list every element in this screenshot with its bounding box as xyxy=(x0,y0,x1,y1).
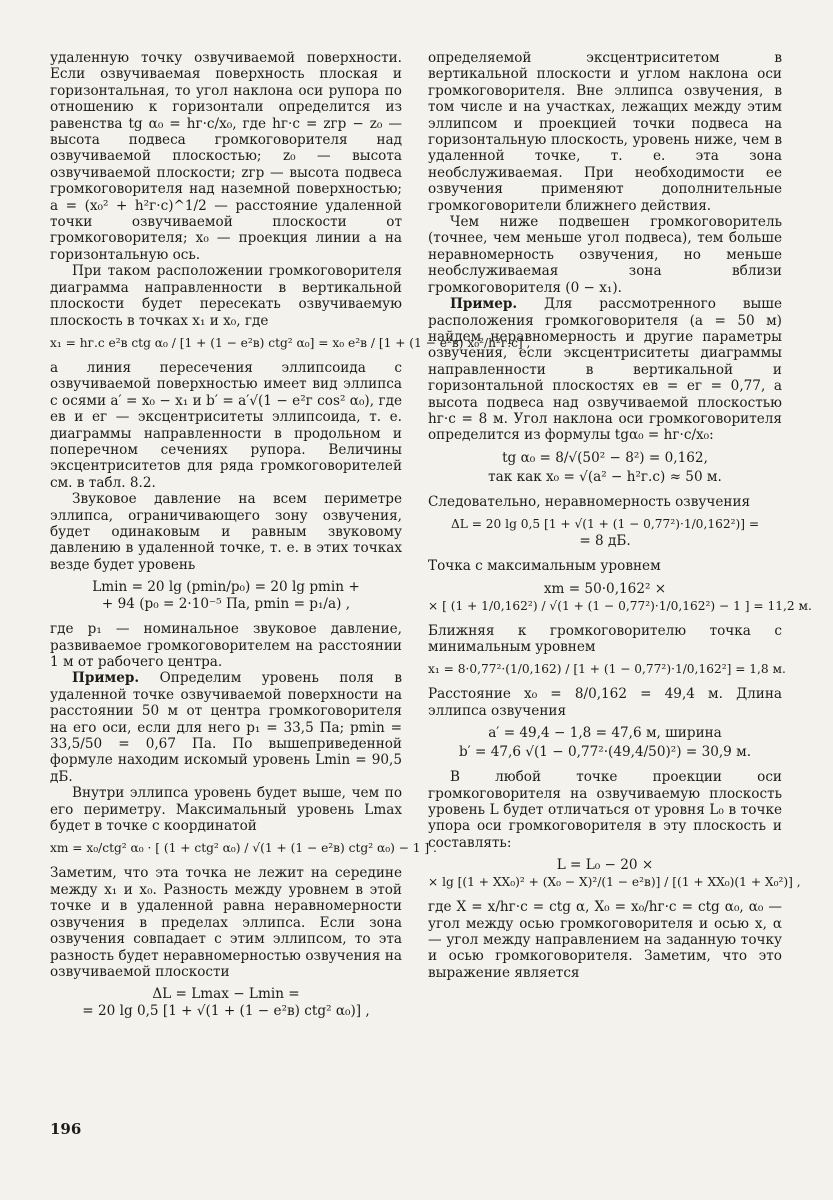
example-label: Пример. xyxy=(450,296,518,313)
formula-delta-l-line1: ΔL = Lmax − Lmin = xyxy=(152,986,300,1003)
paragraph: При таком расположении громкоговорителя диаграмма направленности в вертикальной плоскости будет пересекать озвучиваемую плоскость в точках x₁ и x₀, где xyxy=(50,263,402,329)
example-text: Определим уровень поля в удаленной точке озвучиваемой поверхности на расстоянии 50 м от центра громкоговорителя на его оси, если для него p₁ = 33,5 Па; pmin = 33,5/50 = 0,67 Па. По вышеприведенной формуле находим искомый уровень Lmin = 90,5 дБ. xyxy=(50,670,402,785)
paragraph: а линия пересечения эллипсоида с озвучиваемой поверхностью имеет вид эллипса с осями a′ = x₀ − x₁ и b′ = a′√(1 − e²г cos² α₀), где eв и eг — эксцентриситеты эллипсоида, т. е. диаграммы направленности в продольном и поперечном сечениях рупора. Величины эксцентриситетов для ряда громкоговорителей см. в табл. 8.2. xyxy=(50,359,402,491)
formula-x1: x₁ = hг.с e²в ctg α₀ / [1 + (1 − e²в) ctg² α₀] = x₀ e²в / [1 + (1 − e²в) x₀²/h²г.с] , xyxy=(50,335,531,350)
formula-delta-l-line2: = 20 lg 0,5 [1 + √(1 + (1 − e²в) ctg² α₀)] , xyxy=(82,1003,370,1020)
formula-b-prime: b′ = 47,6 √(1 − 0,77²·(49,4/50)²) = 30,9 м. xyxy=(458,744,752,761)
formula-l-line2: × lg [(1 + XX₀)² + (X₀ − X)²/(1 − e²в)] / [(1 + XX₀)(1 + X₀²)] , xyxy=(428,875,801,890)
paragraph: Звуковое давление на всем периметре эллипса, ограничивающего зону озвучения, будет одинаковым и равным звуковому давлению в удаленной точке, т. е. в этих точках везде будет уровень xyxy=(50,491,402,573)
example-label: Пример. xyxy=(72,670,140,687)
example-paragraph xyxy=(50,670,402,785)
formula-a-prime: a′ = 49,4 − 1,8 = 47,6 м, ширина xyxy=(488,725,722,742)
paragraph: Точка с максимальным уровнем xyxy=(428,558,661,575)
formula-x0: так как x₀ = √(a² − h²г.с) ≈ 50 м. xyxy=(488,468,722,485)
paragraph: где p₁ — номинальное звуковое давление, развиваемое громкоговорителем на расстоянии 1 м от рабочего центра. xyxy=(50,621,402,670)
formula-tg-alpha: tg α₀ = 8/√(50² − 8²) = 0,162, xyxy=(502,449,708,466)
left-column xyxy=(50,50,531,1028)
formula-x1-example: x₁ = 8·0,77²·(1/0,162) / [1 + (1 − 0,77²)·1/0,162²] = 1,8 м. xyxy=(428,662,786,677)
formula-lmin-line2: + 94 (p₀ = 2·10⁻⁵ Па, pmin = p₁/a) , xyxy=(101,596,351,613)
formula-delta-l-example-line2: = 8 дБ. xyxy=(579,533,631,550)
formula-l-line1: L = L₀ − 20 × xyxy=(556,857,654,874)
paragraph: определяемой эксцентриситетом в вертикальной плоскости и углом наклона оси громкоговорителя. Вне эллипса озвучения, в том числе и на участках, лежащих между этим эллипсом и проекцией точки подвеса на горизонтальную плоскость, уровень ниже, чем в удаленной точке, т. е. эта зона необслуживаемая. При необходимости ее озвучения применяют дополнительные громкоговорители ближнего действия. xyxy=(428,50,782,214)
paragraph: Внутри эллипса уровень будет выше, чем по его периметру. Максимальный уровень Lmax будет в точке с координатой xyxy=(50,785,402,835)
paragraph: где X = x/hг·с = ctg α, X₀ = x₀/hг·с = ctg α₀, α₀ — угол между осью громкоговорителя и осью x, α — угол между направлением на заданную точку и осью громкоговорителя. Заметим, что это выражение является xyxy=(428,899,782,981)
right-column xyxy=(428,50,812,981)
paragraph: В любой точке проекции оси громкоговорителя на озвучиваемую плоскость уровень L будет отличаться от уровня L₀ в точке упора оси громкоговорителя в эту плоскость и составлять: xyxy=(428,769,782,851)
formula-xm-example-line1: xm = 50·0,162² × xyxy=(543,580,667,597)
paragraph: Ближняя к громкоговорителю точка с минимальным уровнем xyxy=(428,622,782,655)
paragraph: Заметим, что эта точка не лежит на середине между x₁ и x₀. Разность между уровнем в этой точке и в удаленной равна неравномерности озвучения в пределах эллипса. Если зона озвучения совпадает с этим эллипсом, то эта разность будет неравномерностью озвучения на озвучиваемой плоскости xyxy=(50,865,402,980)
paragraph: Расстояние x₀ = 8/0,162 = 49,4 м. Длина эллипса озвучения xyxy=(428,686,782,719)
formula-xm: xm = x₀/ctg² α₀ · [ (1 + ctg² α₀) / √(1 + (1 − e²в) ctg² α₀) − 1 ] . xyxy=(50,841,437,856)
page-number: 196 xyxy=(50,1120,82,1138)
formula-xm-example-line2: × [ (1 + 1/0,162²) / √(1 + (1 − 0,77²)·1/0,162²) − 1 ] = 11,2 м. xyxy=(428,598,812,613)
paragraph: Следовательно, неравномерность озвучения xyxy=(428,493,751,510)
formula-lmin-line1: Lmin = 20 lg (pmin/p₀) = 20 lg pmin + xyxy=(92,579,360,596)
paragraph: Чем ниже подвешен громкоговоритель (точнее, чем меньше угол подвеса), тем больше неравномерность озвучения, но меньше необслуживаемая зона вблизи громкоговорителя (0 − x₁). xyxy=(428,214,782,296)
example-paragraph xyxy=(428,296,782,444)
paragraph: удаленную точку озвучиваемой поверхности. Если озвучиваемая поверхность плоская и горизонтальная, то угол наклона оси рупора по отношению к горизонтали определится из равенства tg α₀ = hг·с/x₀, где hг·с = zгр − z₀ — высота подвеса громкоговорителя над озвучиваемой плоскостью; z₀ — высота озвучиваемой плоскости; zгр — высота подвеса громкоговорителя над наземной поверхностью; a = (x₀² + h²г·с)^1/2 — расстояние удаленной точки озвучиваемой плоскости от громкоговорителя; x₀ — проекция линии a на горизонтальную ось. xyxy=(50,50,402,263)
example-text: Для рассмотренного выше расположения громкоговорителя (a = 50 м) найдем неравномерность и другие параметры озвучения, если эксцентриситеты диаграммы направленности в вертикальной и горизонтальной плоскостях eв = eг = 0,77, а высота подвеса над озвучиваемой плоскостью hг·с = 8 м. Угол наклона оси громкоговорителя определится из формулы tgα₀ = hг·с/x₀: xyxy=(428,296,782,444)
formula-delta-l-example-line1: ΔL = 20 lg 0,5 [1 + √(1 + (1 − 0,77²)·1/0,162²)] = xyxy=(450,517,760,532)
